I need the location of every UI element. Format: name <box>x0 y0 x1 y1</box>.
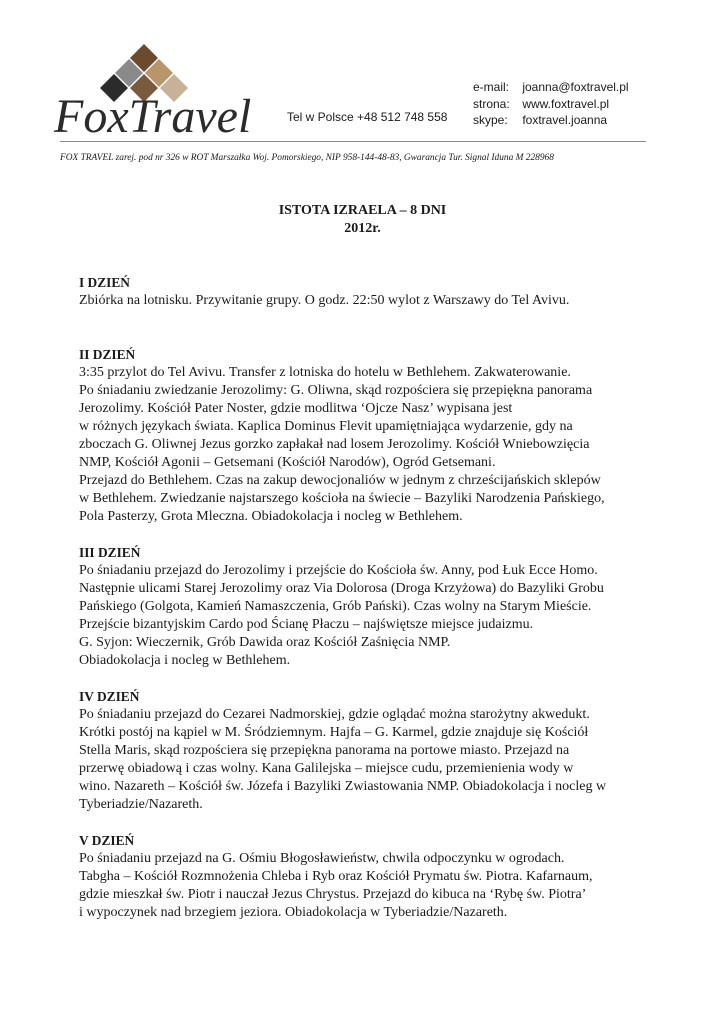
day-section-5 <box>79 832 659 922</box>
contact-email-value[interactable]: joanna@foxtravel.pl <box>522 80 629 94</box>
day-text-line: Zbiórka na lotnisku. Przywitanie grupy. O godz. 22:50 wylot z Warszawy do Tel Avivu. <box>79 293 570 308</box>
day-heading: I DZIEŃ <box>79 275 130 290</box>
day-text-line: Przejazd do Bethlehem. Czas na zakup dewocjonaliów w jednym z chrześcijańskich sklepów <box>79 473 601 488</box>
day-text-line: w różnych językach świata. Kaplica Dominus Flevit upamiętniająca wydarzenie, gdy na <box>79 419 573 434</box>
day-heading: V DZIEŃ <box>79 833 135 848</box>
day-text-line: Po śniadaniu przejazd do Cezarei Nadmorskiej, gdzie oglądać można starożytny akwedukt. <box>79 707 590 722</box>
document-title: ISTOTA IZRAELA – 8 DNI <box>278 203 447 218</box>
day-text-line: Stella Maris, skąd rozpościera się przepiękna panorama na portowe miasto. Przejazd na <box>79 743 570 758</box>
day-text-line: gdzie mieszkał św. Piotr i nauczał Jezus Chrystus. Przejazd do kibuca na ‘Rybę św. Piotra’ <box>79 887 587 902</box>
contact-website-value[interactable]: www.foxtravel.pl <box>522 96 610 111</box>
day-text-line: NMP, Kościół Agonii – Getsemani (Kościół Narodów), Ogród Getsemani. <box>79 455 496 470</box>
registration-info: FOX TRAVEL zarej. pod nr 326 w ROT Marszałka Woj. Pomorskiego, NIP 958-144-48-83, Gwarancja Tur. Signal Iduna M 228968 <box>60 153 554 163</box>
phone-number: Tel w Polsce +48 512 748 558 <box>287 110 448 124</box>
contact-skype-row <box>473 112 629 129</box>
day-section-4 <box>79 688 659 814</box>
day-section-2 <box>79 346 659 526</box>
day-text-line: Przejście bizantyjskim Cardo pod Ścianę Płaczu – najświętsze miejsce judaizmu. <box>79 617 534 632</box>
day-text-line: wino. Nazareth – Kościół św. Józefa i Bazyliki Zwiastowania NMP. Obiadokolacja i nocleg w <box>79 779 607 794</box>
day-text-line: Jerozolimy. Kościół Pater Noster, gdzie modlitwa ‘Ojcze Nasz’ wypisana jest <box>79 401 513 416</box>
contact-block <box>473 79 629 129</box>
day-text-line: Następnie ulicami Starej Jerozolimy oraz Via Dolorosa (Droga Krzyżowa) do Bazyliki Grobu <box>79 581 604 596</box>
day-text-line: Obiadokolacja i nocleg w Bethlehem. <box>79 653 291 668</box>
contact-email-row <box>473 79 629 96</box>
day-text-line: Pola Pasterzy, Grota Mleczna. Obiadokolacja i nocleg w Bethlehem. <box>79 509 463 524</box>
day-heading: IV DZIEŃ <box>79 689 140 704</box>
logo-graphic <box>52 40 277 142</box>
contact-website-row <box>473 96 629 113</box>
day-text-line: w Bethlehem. Zwiedzanie najstarszego kościoła na świecie – Bazyliki Narodzenia Pańskiego, <box>79 491 605 506</box>
header-divider <box>60 141 646 142</box>
day-text-line: Po śniadaniu przejazd na G. Ośmiu Błogosławieństw, chwila odpoczynku w ogrodach. <box>79 851 565 866</box>
day-text-line: zboczach G. Oliwnej Jezus gorzko zapłakał nad losem Jerozolimy. Kościół Wniebowzięcia <box>79 437 590 452</box>
contact-website-label: strona: <box>473 96 510 111</box>
contact-email-label: e-mail: <box>473 80 510 94</box>
document-year: 2012r. <box>344 221 381 236</box>
day-text-line: Tabgha – Kościół Rozmnożenia Chleba i Ryb oraz Kościół Prymatu św. Piotra. Kafarnaum, <box>79 869 593 884</box>
day-text-line: Tyberiadzie/Nazareth. <box>79 797 203 812</box>
day-text-line: Po śniadaniu przejazd do Jerozolimy i przejście do Kościoła św. Anny, pod Łuk Ecce Homo. <box>79 563 598 578</box>
day-text-line: i wypoczynek nad brzegiem jeziora. Obiadokolacja w Tyberiadzie/Nazareth. <box>79 905 508 920</box>
day-text-line: przerwę obiadową i czas wolny. Kana Galilejska – miejsce cudu, przemienienia wody w <box>79 761 574 776</box>
day-text-line: 3:35 przylot do Tel Avivu. Transfer z lotniska do hotelu w Bethlehem. Zakwaterowanie. <box>79 365 571 380</box>
day-section-3 <box>79 544 659 670</box>
day-text-line: Krótki postój na kąpiel w M. Śródziemnym. Hajfa – G. Karmel, gdzie znajduje się Kościół <box>79 725 589 740</box>
company-logo <box>52 40 277 142</box>
day-text-line: Pańskiego (Golgota, Kamień Namaszczenia, Grób Pański). Czas wolny na Starym Mieście. <box>79 599 592 614</box>
day-text-line: G. Syjon: Wieczernik, Grób Dawida oraz Kościół Zaśnięcia NMP. <box>79 635 451 650</box>
contact-skype-value: foxtravel.joanna <box>522 113 608 127</box>
day-section-1 <box>79 274 659 310</box>
day-heading: II DZIEŃ <box>79 347 136 362</box>
logo-text: FoxTravel <box>54 90 252 142</box>
day-heading: III DZIEŃ <box>79 545 141 560</box>
day-text-line: Po śniadaniu zwiedzanie Jerozolimy: G. Oliwna, skąd rozpościera się przepiękna panorama <box>79 383 593 398</box>
contact-skype-label: skype: <box>473 113 508 127</box>
